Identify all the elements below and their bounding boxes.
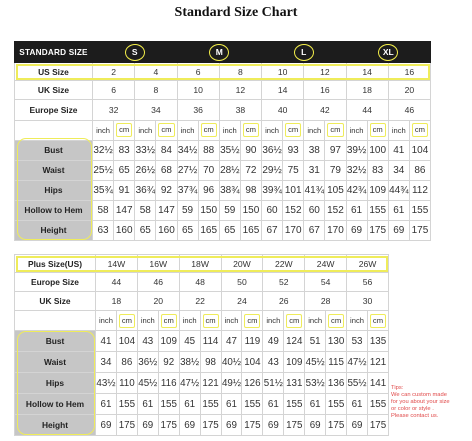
- standard-size-table: [14, 41, 431, 241]
- plus-size-cell: 20W: [221, 255, 263, 273]
- inch-value: 60: [304, 200, 325, 220]
- uk-size-cell: 30: [347, 292, 389, 311]
- cm-value: 175: [409, 220, 430, 240]
- cm-value: 84: [156, 140, 177, 160]
- us-size-cell: 12: [304, 63, 346, 81]
- unit-cm: cm: [370, 123, 386, 137]
- uk-size-cell: 10: [177, 81, 219, 100]
- uk-size-cell: 18: [96, 292, 138, 311]
- cm-value: 124: [284, 331, 305, 352]
- cm-value: 79: [325, 160, 346, 180]
- inch-value: 33½: [135, 140, 156, 160]
- unit-inch: inch: [179, 311, 200, 331]
- unit-cm: cm: [158, 123, 174, 137]
- inch-value: 69: [347, 415, 368, 436]
- standard-size-label: STANDARD SIZE: [15, 42, 93, 63]
- measurement-label: Bust: [15, 140, 93, 160]
- inch-value: 36½: [137, 352, 158, 373]
- cm-value: 68: [156, 160, 177, 180]
- uk-size-label: UK Size: [15, 292, 96, 311]
- inch-value: 59: [177, 200, 198, 220]
- inch-value: 41: [96, 331, 117, 352]
- tips-line: We can custom made: [391, 392, 447, 398]
- inch-value: 36¾: [135, 180, 156, 200]
- us-size-row: [15, 63, 431, 81]
- cm-value: 98: [240, 180, 261, 200]
- plus-size-table: [14, 254, 389, 436]
- cm-value: 155: [242, 394, 263, 415]
- europe-size-row: [15, 273, 389, 292]
- inch-value: 34: [96, 352, 117, 373]
- cm-value: 155: [284, 394, 305, 415]
- inch-value: 65: [219, 220, 240, 240]
- inch-value: 61: [305, 394, 326, 415]
- unit-inch: inch: [262, 120, 283, 140]
- cm-value: 65: [114, 160, 135, 180]
- europe-size-cell: 54: [305, 273, 347, 292]
- cm-value: 131: [284, 373, 305, 394]
- measurement-label: Hips: [15, 180, 93, 200]
- inch-value: 49½: [221, 373, 242, 394]
- unit-cm: cm: [201, 123, 217, 137]
- inch-value: 55½: [347, 373, 368, 394]
- europe-size-cell: 44: [96, 273, 138, 292]
- cm-value: 155: [409, 200, 430, 220]
- cm-value: 101: [283, 180, 304, 200]
- unit-cm: cm: [327, 123, 343, 137]
- inch-value: 29½: [262, 160, 283, 180]
- measurement-label: Hollow to Hem: [15, 200, 93, 220]
- unit-inch: inch: [347, 311, 368, 331]
- measurement-label: Height: [15, 415, 96, 436]
- cm-value: 97: [325, 140, 346, 160]
- inch-value: 27½: [177, 160, 198, 180]
- uk-size-cell: 6: [93, 81, 135, 100]
- cm-value: 91: [114, 180, 135, 200]
- unit-cm: cm: [412, 123, 428, 137]
- unit-cm: cm: [161, 314, 177, 328]
- cm-value: 175: [158, 415, 179, 436]
- cm-value: 147: [114, 200, 135, 220]
- inch-value: 34: [388, 160, 409, 180]
- unit-inch: inch: [93, 120, 114, 140]
- inch-value: 61: [137, 394, 158, 415]
- cm-value: 75: [283, 160, 304, 180]
- unit-cm: cm: [243, 123, 259, 137]
- inch-value: 69: [305, 415, 326, 436]
- cm-value: 175: [326, 415, 347, 436]
- uk-size-cell: 20: [137, 292, 179, 311]
- cm-value: 170: [325, 220, 346, 240]
- inch-value: 35½: [219, 140, 240, 160]
- cm-value: 83: [367, 160, 388, 180]
- cm-value: 147: [156, 200, 177, 220]
- inch-value: 47: [221, 331, 242, 352]
- cm-value: 96: [198, 180, 219, 200]
- inch-value: 61: [263, 394, 284, 415]
- europe-size-cell: 46: [388, 100, 430, 121]
- inch-value: 60: [262, 200, 283, 220]
- uk-size-cell: 12: [219, 81, 261, 100]
- europe-size-cell: 38: [219, 100, 261, 121]
- inch-value: 53½: [305, 373, 326, 394]
- inch-value: 51½: [263, 373, 284, 394]
- europe-size-cell: 42: [304, 100, 346, 121]
- inch-value: 47½: [347, 352, 368, 373]
- unit-inch: inch: [177, 120, 198, 140]
- inch-value: 44¾: [388, 180, 409, 200]
- cm-value: 109: [367, 180, 388, 200]
- inch-value: 42¾: [346, 180, 367, 200]
- size-xl-badge: XL: [378, 44, 398, 61]
- inch-value: 61: [221, 394, 242, 415]
- unit-inch: inch: [135, 120, 156, 140]
- plus-size-cell: 14W: [96, 255, 138, 273]
- cm-value: 130: [326, 331, 347, 352]
- cm-value: 165: [240, 220, 261, 240]
- cm-value: 115: [326, 352, 347, 373]
- cm-value: 90: [240, 140, 261, 160]
- unit-cm: cm: [203, 314, 219, 328]
- inch-value: 38¾: [219, 180, 240, 200]
- inch-value: 61: [179, 394, 200, 415]
- inch-value: 69: [179, 415, 200, 436]
- cm-value: 86: [116, 352, 137, 373]
- tips-line: or color or style .: [391, 406, 434, 412]
- cm-value: 88: [198, 140, 219, 160]
- inch-value: 39¾: [262, 180, 283, 200]
- inch-value: 38: [304, 140, 325, 160]
- europe-size-cell: 40: [262, 100, 304, 121]
- uk-size-row: [15, 292, 389, 311]
- cm-value: 126: [242, 373, 263, 394]
- uk-size-row: [15, 81, 431, 100]
- plus-size-cell: 24W: [305, 255, 347, 273]
- cm-value: 141: [367, 373, 388, 394]
- europe-size-cell: 44: [346, 100, 388, 121]
- cm-value: 92: [158, 352, 179, 373]
- cm-value: 114: [200, 331, 221, 352]
- cm-value: 70: [198, 160, 219, 180]
- unit-inch: inch: [96, 311, 117, 331]
- cm-value: 175: [284, 415, 305, 436]
- cm-value: 155: [200, 394, 221, 415]
- cm-value: 121: [200, 373, 221, 394]
- inch-value: 49: [263, 331, 284, 352]
- measurement-label: Waist: [15, 160, 93, 180]
- cm-value: 136: [326, 373, 347, 394]
- cm-value: 98: [200, 352, 221, 373]
- us-size-cell: 16: [388, 63, 430, 81]
- unit-cm: cm: [285, 123, 301, 137]
- cm-value: 160: [156, 220, 177, 240]
- unit-inch: inch: [346, 120, 367, 140]
- cm-value: 155: [367, 394, 388, 415]
- cm-value: 104: [242, 352, 263, 373]
- unit-inch: inch: [263, 311, 284, 331]
- uk-size-label: UK Size: [15, 81, 93, 100]
- cm-value: 83: [114, 140, 135, 160]
- unit-cm: cm: [119, 314, 135, 328]
- inch-value: 26½: [135, 160, 156, 180]
- unit-cm: cm: [286, 314, 302, 328]
- inch-value: 61: [347, 394, 368, 415]
- us-size-cell: 14: [346, 63, 388, 81]
- inch-value: 61: [388, 200, 409, 220]
- cm-value: 175: [367, 415, 388, 436]
- inch-value: 43½: [96, 373, 117, 394]
- size-m-badge: M: [209, 44, 229, 61]
- cm-value: 135: [367, 331, 388, 352]
- europe-size-cell: 56: [347, 273, 389, 292]
- cm-value: 112: [409, 180, 430, 200]
- cm-value: 93: [283, 140, 304, 160]
- uk-size-cell: 8: [135, 81, 177, 100]
- us-size-cell: 8: [219, 63, 261, 81]
- inch-value: 69: [263, 415, 284, 436]
- europe-size-cell: 50: [221, 273, 263, 292]
- measurement-row: [15, 352, 389, 373]
- plus-measurements: [15, 331, 389, 436]
- size-l-badge: L: [294, 44, 314, 61]
- unit-inch: inch: [219, 120, 240, 140]
- cm-value: 175: [242, 415, 263, 436]
- measurement-row: [15, 220, 431, 240]
- europe-size-cell: 48: [179, 273, 221, 292]
- cm-value: 152: [325, 200, 346, 220]
- europe-size-cell: 34: [135, 100, 177, 121]
- cm-value: 155: [367, 200, 388, 220]
- cm-value: 170: [283, 220, 304, 240]
- uk-size-cell: 18: [346, 81, 388, 100]
- inch-value: 69: [346, 220, 367, 240]
- unit-inch: inch: [137, 311, 158, 331]
- plus-size-label: Plus Size(US): [15, 255, 96, 273]
- europe-size-cell: 46: [137, 273, 179, 292]
- inch-value: 40½: [221, 352, 242, 373]
- inch-value: 32½: [93, 140, 114, 160]
- inch-value: 41¾: [304, 180, 325, 200]
- plus-size-cell: 18W: [179, 255, 221, 273]
- cm-value: 105: [325, 180, 346, 200]
- inch-value: 43: [137, 331, 158, 352]
- unit-cm: cm: [244, 314, 260, 328]
- inch-value: 61: [346, 200, 367, 220]
- europe-size-row: [15, 100, 431, 121]
- inch-value: 45½: [305, 352, 326, 373]
- unit-inch: inch: [388, 120, 409, 140]
- plus-size-cell: 16W: [137, 255, 179, 273]
- us-size-label: US Size: [15, 63, 93, 81]
- uk-size-cell: 14: [262, 81, 304, 100]
- cm-value: 110: [116, 373, 137, 394]
- cm-value: 116: [158, 373, 179, 394]
- inch-value: 63: [93, 220, 114, 240]
- inch-value: 32½: [346, 160, 367, 180]
- uk-size-cell: 20: [388, 81, 430, 100]
- europe-size-cell: 32: [93, 100, 135, 121]
- tips-note: [391, 385, 471, 420]
- cm-value: 155: [116, 394, 137, 415]
- cm-value: 100: [367, 140, 388, 160]
- inch-value: 69: [137, 415, 158, 436]
- us-size-cell: 2: [93, 63, 135, 81]
- unit-cm: cm: [116, 123, 132, 137]
- inch-value: 47½: [179, 373, 200, 394]
- europe-size-cell: 52: [263, 273, 305, 292]
- measurement-row: [15, 394, 389, 415]
- inch-value: 43: [263, 352, 284, 373]
- unit-inch: inch: [221, 311, 242, 331]
- measurement-row: [15, 415, 389, 436]
- unit-row: [15, 311, 389, 331]
- inch-value: 69: [221, 415, 242, 436]
- uk-size-cell: 24: [221, 292, 263, 311]
- cm-value: 109: [284, 352, 305, 373]
- inch-value: 39½: [346, 140, 367, 160]
- inch-value: 51: [305, 331, 326, 352]
- standard-measurements: [15, 140, 431, 240]
- size-header-row: [15, 42, 431, 63]
- europe-size-label: Europe Size: [15, 100, 93, 121]
- inch-value: 34½: [177, 140, 198, 160]
- inch-value: 58: [135, 200, 156, 220]
- inch-value: 38½: [179, 352, 200, 373]
- tips-heading: Tips:: [391, 385, 404, 391]
- inch-value: 69: [388, 220, 409, 240]
- cm-value: 104: [116, 331, 137, 352]
- cm-value: 86: [409, 160, 430, 180]
- measurement-label: Height: [15, 220, 93, 240]
- europe-size-cell: 36: [177, 100, 219, 121]
- plus-size-cell: 26W: [347, 255, 389, 273]
- inch-value: 45½: [137, 373, 158, 394]
- unit-row: [15, 120, 431, 140]
- measurement-row: [15, 331, 389, 352]
- measurement-row: [15, 160, 431, 180]
- inch-value: 45: [179, 331, 200, 352]
- cm-value: 119: [242, 331, 263, 352]
- cm-value: 165: [198, 220, 219, 240]
- cm-value: 92: [156, 180, 177, 200]
- cm-value: 150: [198, 200, 219, 220]
- cm-value: 175: [200, 415, 221, 436]
- inch-value: 67: [304, 220, 325, 240]
- measurement-row: [15, 180, 431, 200]
- cm-value: 175: [367, 220, 388, 240]
- cm-value: 104: [409, 140, 430, 160]
- inch-value: 59: [219, 200, 240, 220]
- measurement-label: Hollow to Hem: [15, 394, 96, 415]
- europe-size-label: Europe Size: [15, 273, 96, 292]
- inch-value: 53: [347, 331, 368, 352]
- inch-value: 61: [96, 394, 117, 415]
- cm-value: 109: [158, 331, 179, 352]
- unit-cm: cm: [370, 314, 386, 328]
- cm-value: 155: [326, 394, 347, 415]
- inch-value: 31: [304, 160, 325, 180]
- uk-size-cell: 16: [304, 81, 346, 100]
- uk-size-cell: 28: [305, 292, 347, 311]
- measurement-label: Bust: [15, 331, 96, 352]
- inch-value: 28½: [219, 160, 240, 180]
- inch-value: 65: [177, 220, 198, 240]
- plus-size-row: [15, 255, 389, 273]
- cm-value: 155: [158, 394, 179, 415]
- cm-value: 150: [240, 200, 261, 220]
- uk-size-cell: 26: [263, 292, 305, 311]
- cm-value: 160: [114, 220, 135, 240]
- inch-value: 65: [135, 220, 156, 240]
- plus-size-cell: 22W: [263, 255, 305, 273]
- inch-value: 25½: [93, 160, 114, 180]
- unit-cm: cm: [328, 314, 344, 328]
- us-size-cell: 4: [135, 63, 177, 81]
- inch-value: 67: [262, 220, 283, 240]
- measurement-label: Waist: [15, 352, 96, 373]
- measurement-row: [15, 200, 431, 220]
- inch-value: 35¾: [93, 180, 114, 200]
- inch-value: 58: [93, 200, 114, 220]
- cm-value: 72: [240, 160, 261, 180]
- cm-value: 175: [116, 415, 137, 436]
- inch-value: 41: [388, 140, 409, 160]
- inch-value: 36½: [262, 140, 283, 160]
- tips-line: for you about your size: [391, 399, 450, 405]
- uk-size-cell: 22: [179, 292, 221, 311]
- unit-inch: inch: [305, 311, 326, 331]
- measurement-row: [15, 140, 431, 160]
- chart-title: Standard Size Chart: [174, 5, 298, 20]
- cm-value: 152: [283, 200, 304, 220]
- unit-inch: inch: [304, 120, 325, 140]
- measurement-row: [15, 373, 389, 394]
- size-s-badge: S: [125, 44, 145, 61]
- us-size-cell: 6: [177, 63, 219, 81]
- inch-value: 37¾: [177, 180, 198, 200]
- measurement-label: Hips: [15, 373, 96, 394]
- us-size-cell: 10: [262, 63, 304, 81]
- tips-line: Please contact us.: [391, 413, 439, 419]
- inch-value: 69: [96, 415, 117, 436]
- cm-value: 121: [367, 352, 388, 373]
